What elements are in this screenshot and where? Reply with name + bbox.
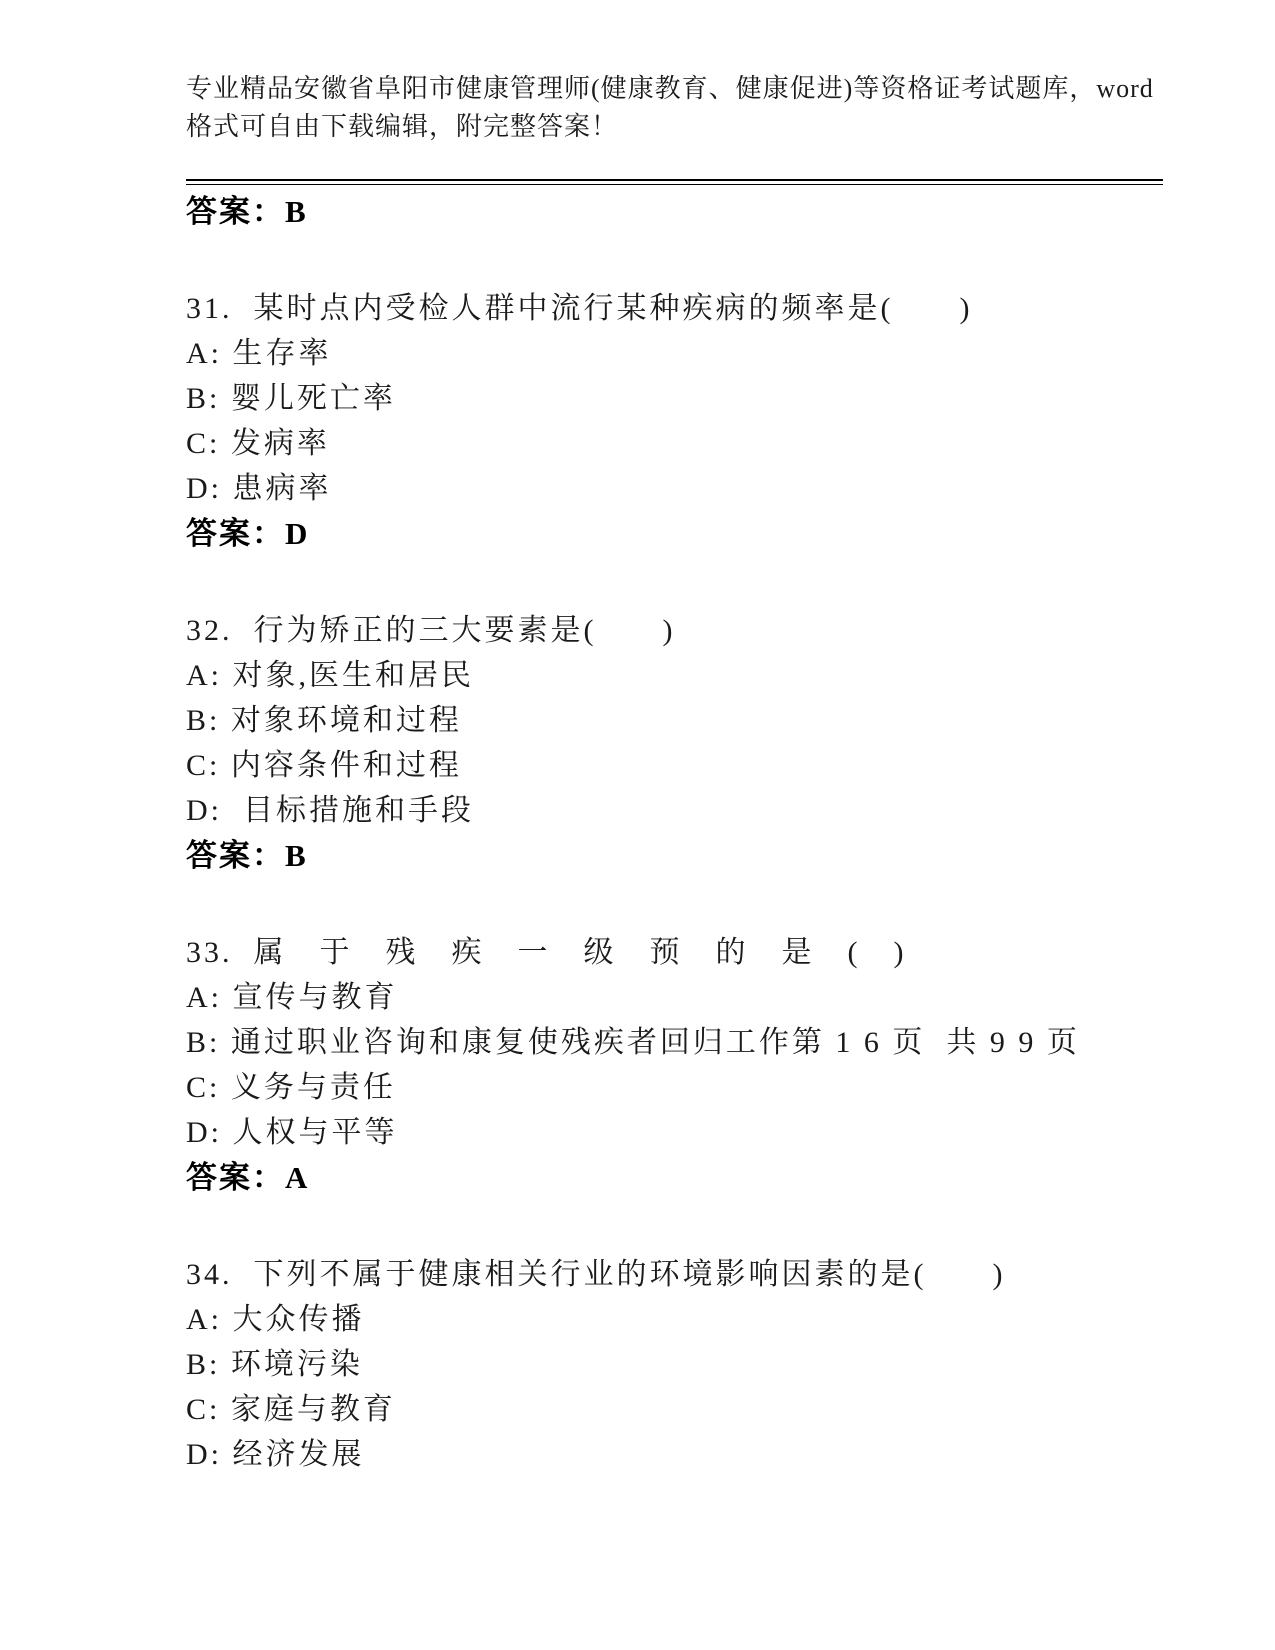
- question-33: [186, 930, 1166, 1200]
- answer-line: 答案：B: [186, 838, 308, 873]
- option-d: D: 经济发展: [186, 1438, 365, 1471]
- header-line-1: 专业精品安徽省阜阳市健康管理师(健康教育、健康促进)等资格证考试题库，word: [186, 74, 1154, 103]
- option-d: D: 人权与平等: [186, 1116, 398, 1149]
- answer-line: 答案：A: [186, 1160, 310, 1195]
- option-d: D: 患病率: [186, 472, 332, 505]
- option-b: B: 婴儿死亡率: [186, 382, 396, 415]
- option-b: B: 对象环境和过程: [186, 704, 462, 737]
- option-b: B: 通过职业咨询和康复使残疾者回归工作第 1 6 页 共 9 9 页: [186, 1026, 1080, 1059]
- option-b: B: 环境污染: [186, 1348, 363, 1381]
- option-a: A: 生存率: [186, 337, 332, 370]
- question-text: 32. 行为矫正的三大要素是( ): [186, 614, 676, 647]
- option-c: C: 发病率: [186, 427, 330, 460]
- option-a: A: 大众传播: [186, 1303, 365, 1336]
- header-line-2: 格式可自由下载编辑，附完整答案！: [186, 112, 619, 141]
- option-c: C: 家庭与教育: [186, 1393, 396, 1426]
- option-d: D: 目标措施和手段: [186, 794, 474, 827]
- header-divider-rule: [186, 179, 1163, 185]
- question-text: 34. 下列不属于健康相关行业的环境影响因素的是( ): [186, 1258, 1006, 1291]
- question-text: 31. 某时点内受检人群中流行某种疾病的频率是( ): [186, 292, 973, 325]
- option-c: C: 内容条件和过程: [186, 749, 462, 782]
- answer-line: 答案：D: [186, 516, 310, 551]
- option-a: A: 对象,医生和居民: [186, 659, 474, 692]
- text-column: [186, 0, 1166, 1477]
- page-header: [186, 70, 1166, 146]
- question-text: 33. 属 于 残 疾 一 级 预 的 是 ( ): [186, 936, 907, 969]
- question-31: [186, 286, 1166, 556]
- option-a: A: 宣传与教育: [186, 981, 398, 1014]
- question-34: [186, 1252, 1166, 1477]
- question-32: [186, 608, 1166, 878]
- option-c: C: 义务与责任: [186, 1071, 396, 1104]
- answer-line-previous-question: 答案：B: [186, 194, 308, 229]
